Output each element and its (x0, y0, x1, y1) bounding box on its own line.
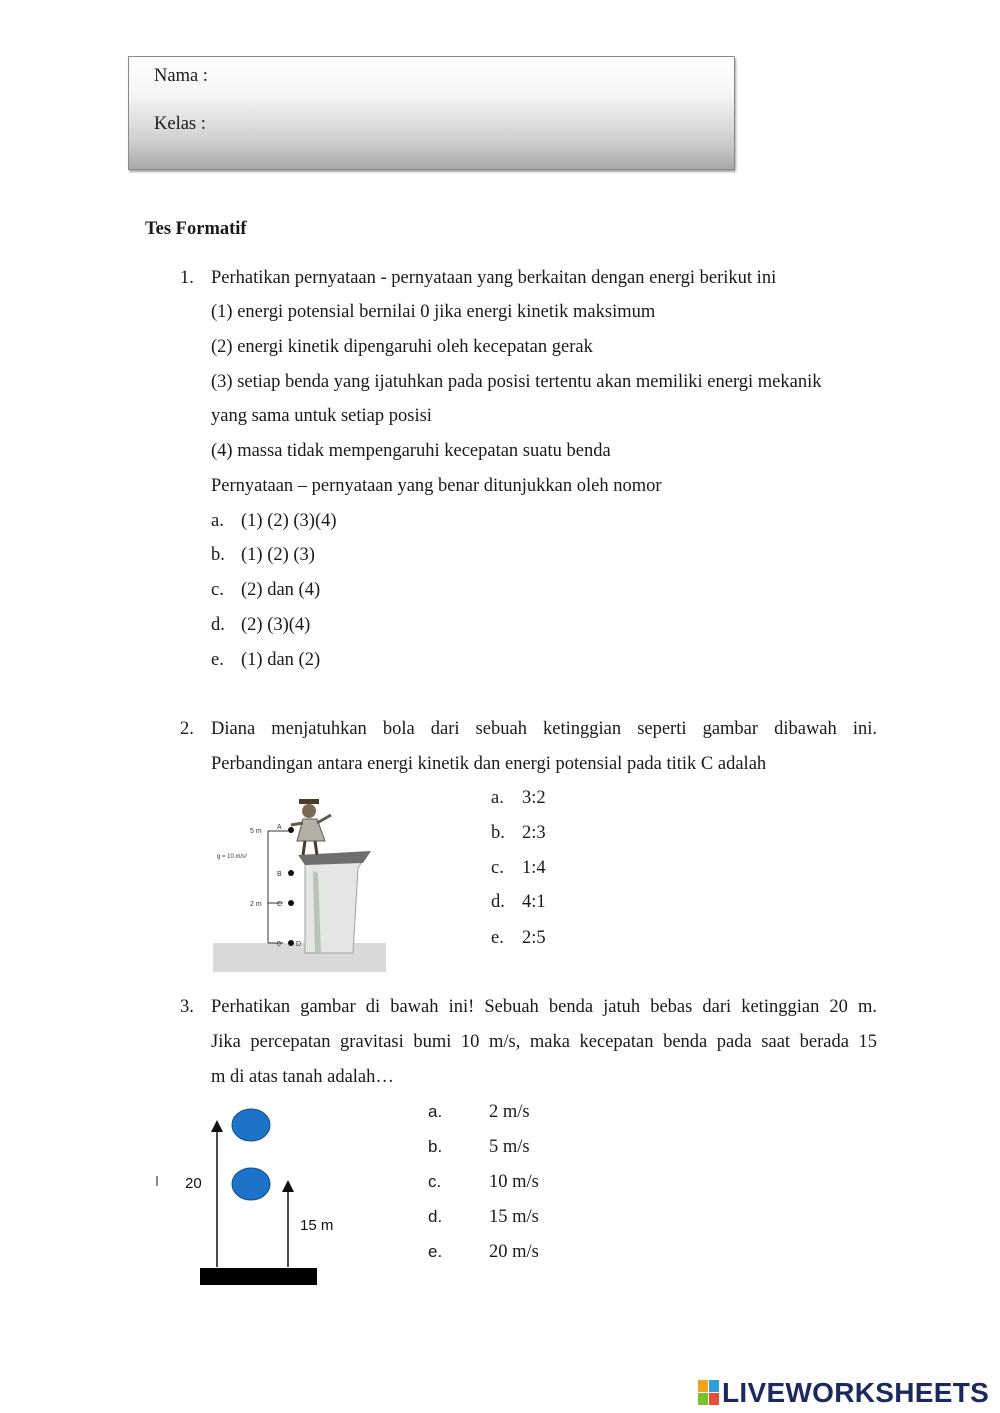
liveworksheets-logo[interactable] (698, 1378, 994, 1408)
point-c-dot (288, 900, 294, 906)
option-text[interactable]: 2:3 (522, 823, 546, 843)
question-line: Perhatikan gambar di bawah ini! Sebuah benda jatuh bebas dari ketinggian 20 m. (211, 997, 877, 1017)
question-line: (1) energi potensial bernilai 0 jika energi kinetik maksimum (211, 302, 656, 322)
option-text[interactable]: 4:1 (522, 892, 546, 912)
option-text[interactable]: (2) (3)(4) (241, 615, 311, 635)
ground-block (200, 1268, 317, 1285)
gravity-label: g = 10 m/s² (217, 854, 248, 860)
point-d-dot (288, 940, 294, 946)
option-letter: d. (491, 892, 505, 912)
question-line: m di atas tanah adalah… (211, 1067, 394, 1087)
brand-name: LIVEWORKSHEETS (722, 1377, 990, 1408)
option-letter: c. (211, 580, 224, 600)
option-letter: b. (211, 545, 225, 565)
question-line: (3) setiap benda yang ijatuhkan pada posisi tertentu akan memiliki energi mekanik (211, 372, 822, 392)
student-info-box (128, 56, 735, 170)
question-line: yang sama untuk setiap posisi (211, 406, 432, 426)
option-letter: d. (211, 615, 225, 635)
option-letter: a. (491, 788, 504, 808)
option-letter: b. (428, 1137, 443, 1156)
name-label: Nama : (154, 66, 208, 86)
option-letter: a. (211, 511, 224, 531)
question-line: Diana menjatuhkan bola dari sebuah ketinggian seperti gambar dibawah ini. (211, 719, 877, 739)
question-line: Pernyataan – pernyataan yang benar ditunjukkan oleh nomor (211, 476, 662, 496)
question-number: 2. (180, 719, 194, 739)
option-text[interactable]: (1) (2) (3) (241, 545, 315, 565)
ball-top (232, 1109, 270, 1141)
option-text[interactable]: 20 m/s (489, 1242, 539, 1262)
partial-height-label: 15 m (300, 1217, 334, 1234)
option-letter: b. (491, 823, 505, 843)
option-letter: e. (428, 1242, 443, 1261)
point-c-label: C (277, 901, 283, 908)
option-letter: e. (491, 928, 504, 948)
option-text[interactable]: 2:5 (522, 928, 546, 948)
question-line: Perhatikan pernyataan - pernyataan yang berkaitan dengan energi berikut ini (211, 268, 777, 288)
question-line: Jika percepatan gravitasi bumi 10 m/s, maka kecepatan benda pada saat berada 15 (211, 1032, 877, 1052)
point-d-label: 0 (277, 941, 281, 948)
option-text[interactable]: 3:2 (522, 788, 546, 808)
option-letter: d. (428, 1207, 443, 1226)
option-text[interactable]: 2 m/s (489, 1102, 530, 1122)
option-text[interactable]: 1:4 (522, 858, 546, 878)
height-c-label: 2 m (250, 901, 262, 908)
point-b-label: B (277, 871, 282, 878)
question-number: 1. (180, 268, 194, 288)
free-fall-figure (150, 1098, 350, 1298)
person-head (302, 804, 316, 818)
question-line: (4) massa tidak mempengaruhi kecepatan suatu benda (211, 441, 611, 461)
option-text[interactable]: (2) dan (4) (241, 580, 321, 600)
point-b-dot (288, 870, 294, 876)
option-text[interactable]: (1) dan (2) (241, 650, 321, 670)
class-label: Kelas : (154, 114, 206, 134)
question-line: (2) energi kinetik dipengaruhi oleh kecepatan gerak (211, 337, 593, 357)
option-text[interactable]: 10 m/s (489, 1172, 539, 1192)
height-a-label: 5 m (250, 828, 262, 835)
point-d-letter: D (296, 941, 302, 948)
question-line: Perbandingan antara energi kinetik dan energi potensial pada titik C adalah (211, 754, 767, 774)
option-text[interactable]: 15 m/s (489, 1207, 539, 1227)
question-number: 3. (180, 997, 194, 1017)
total-height-label: 20 (185, 1175, 202, 1192)
point-a-label: A (277, 824, 282, 831)
option-letter: c. (428, 1172, 442, 1191)
option-letter: c. (491, 858, 504, 878)
option-letter: a. (428, 1102, 443, 1121)
point-a-dot (288, 827, 294, 833)
option-letter: e. (211, 650, 224, 670)
option-text[interactable]: 5 m/s (489, 1137, 530, 1157)
cliff-drop-figure (213, 793, 386, 972)
page-title: Tes Formatif (145, 219, 247, 239)
option-text[interactable]: (1) (2) (3)(4) (241, 511, 337, 531)
ball-middle (232, 1168, 270, 1200)
liveworksheets-icon (698, 1380, 720, 1406)
